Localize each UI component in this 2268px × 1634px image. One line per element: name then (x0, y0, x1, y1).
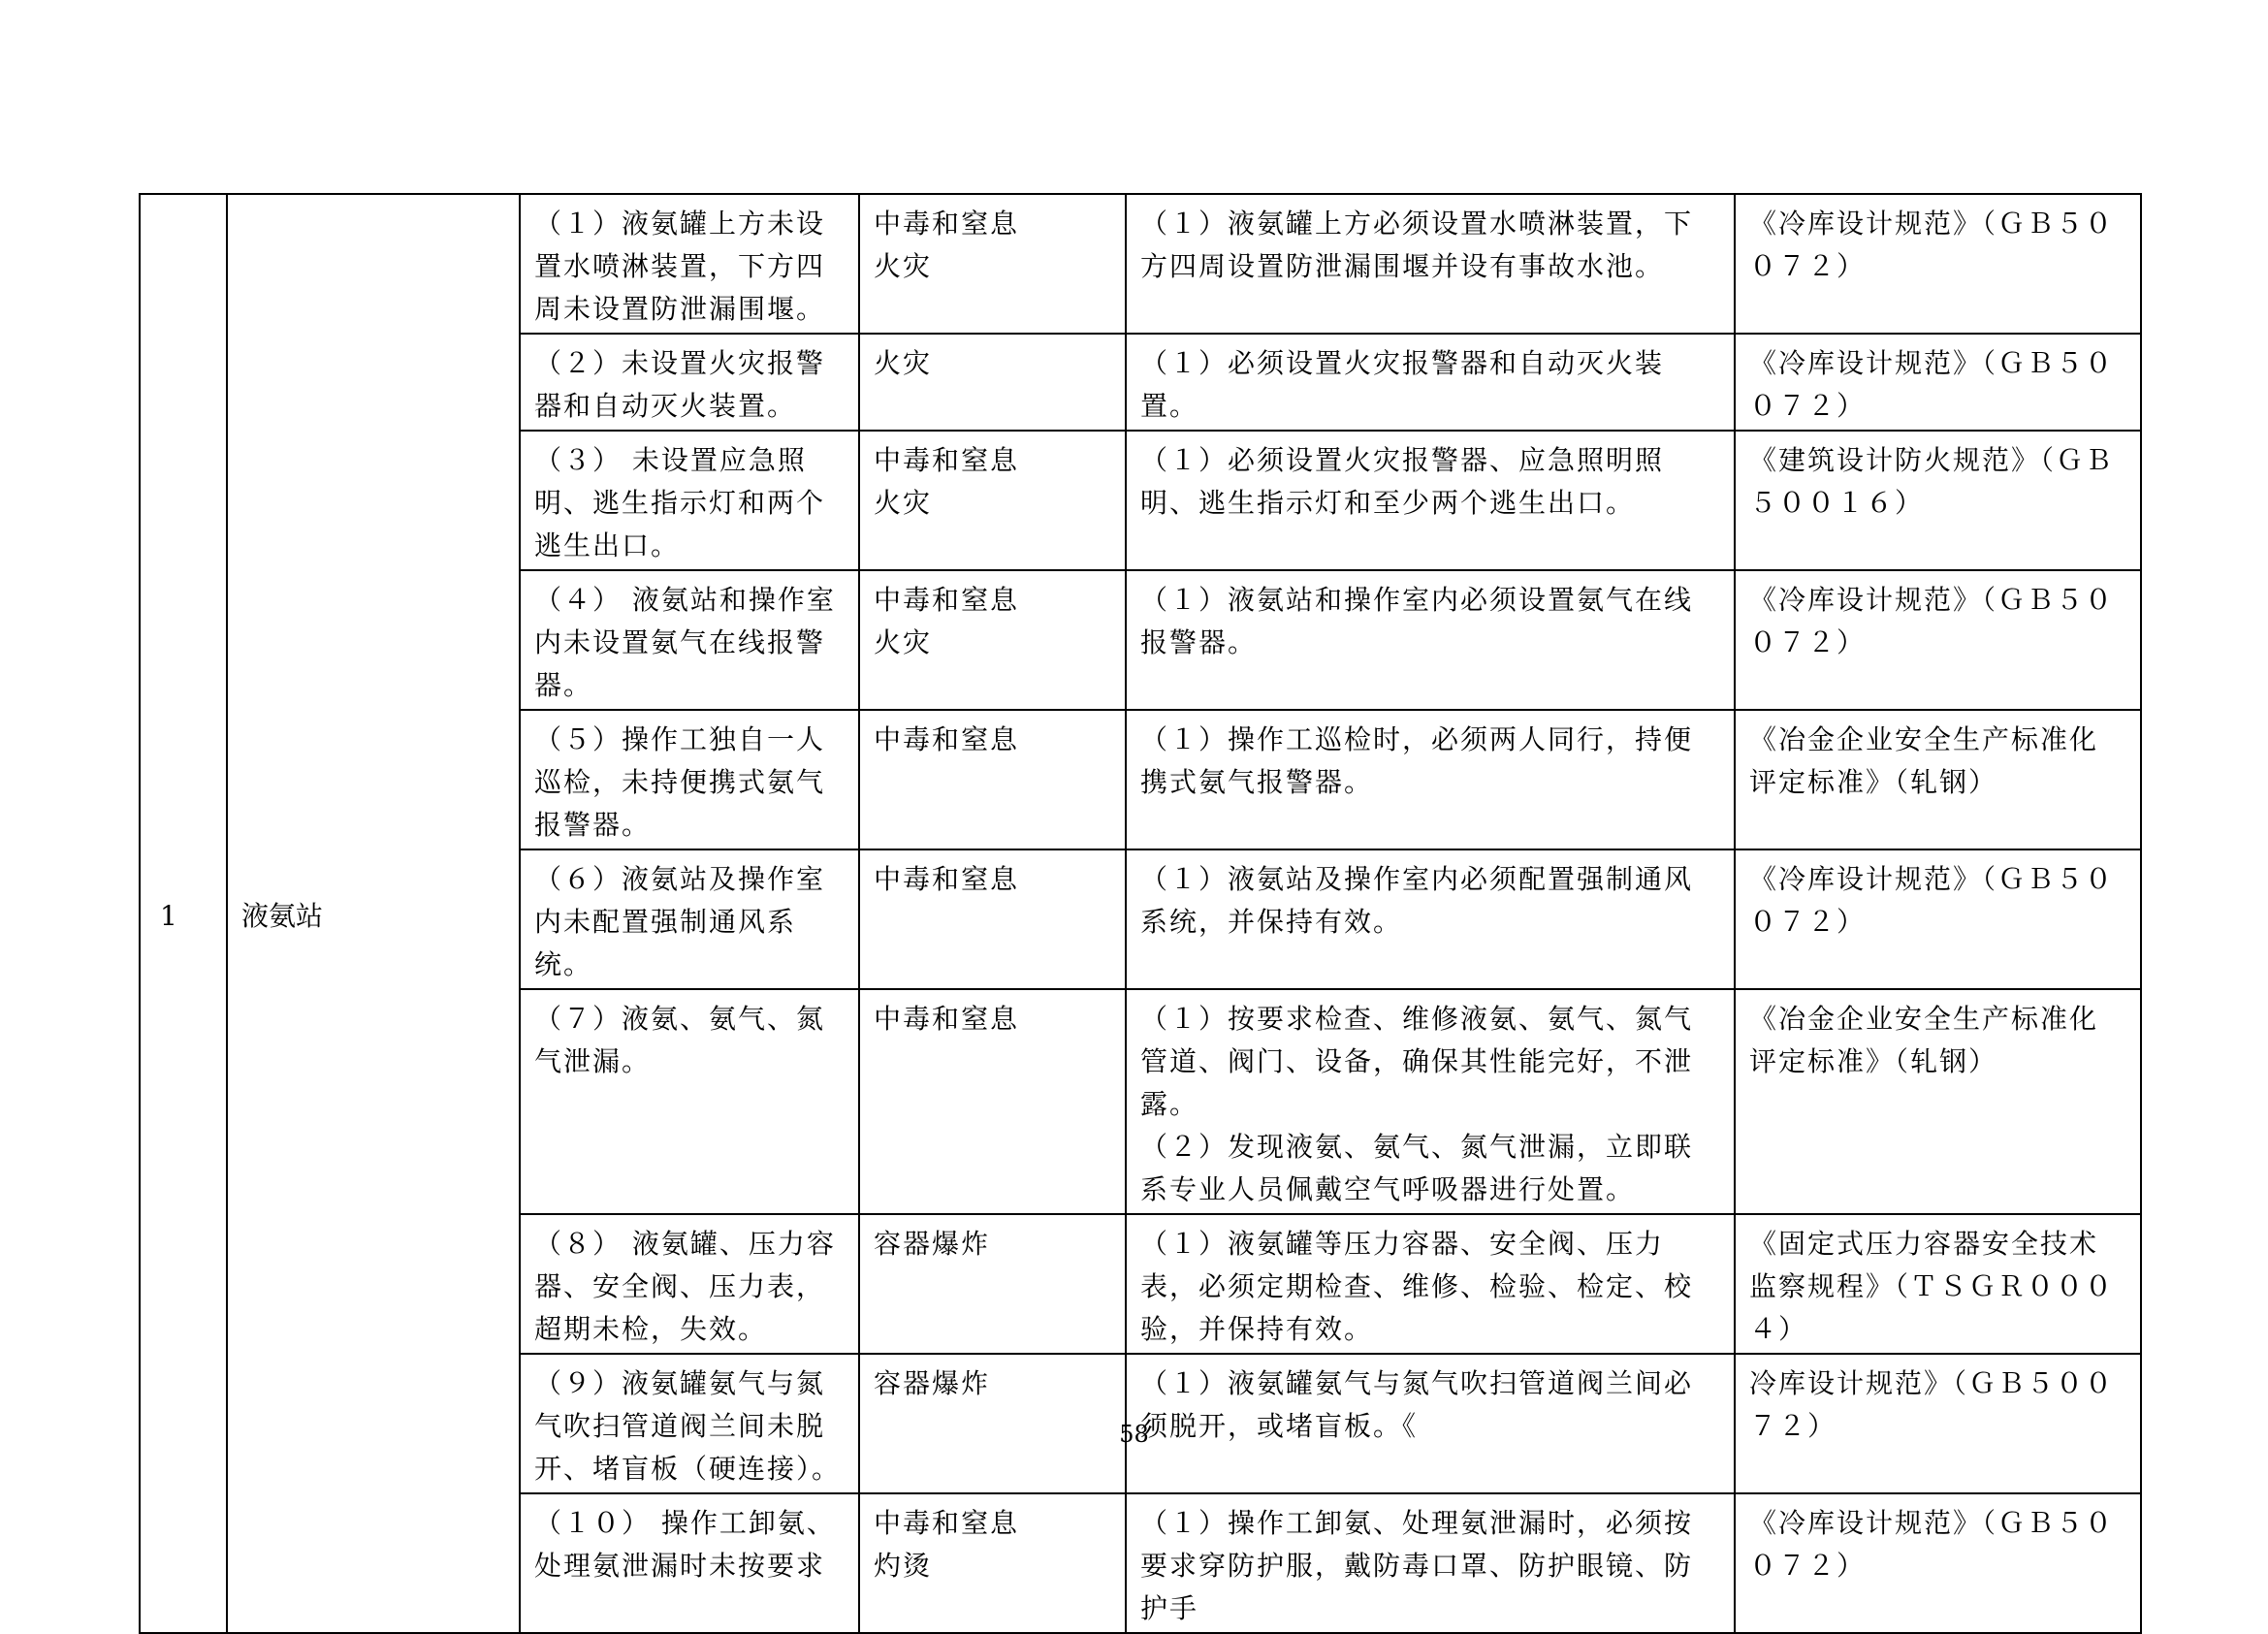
group-name-cell: 液氨站 (227, 194, 520, 1633)
consequence-cell (859, 710, 1126, 849)
hazard-cell: （５）操作工独自一人巡检，未持便携式氨气报警器。 (520, 710, 859, 849)
measures-cell (1126, 1493, 1735, 1633)
consequence-text: 火灾 (874, 347, 933, 379)
measures-text: （１）液氨罐氨气与氮气吹扫管道阀兰间必须脱开，或堵盲板。《 (1140, 1367, 1694, 1442)
measures-text: （１）必须设置火灾报警器和自动灭火装置。 (1140, 347, 1665, 422)
consequence-cell (859, 334, 1126, 431)
page-number: 58 (1119, 1421, 1149, 1448)
measures-cell (1126, 989, 1735, 1214)
basis-cell: 冷库设计规范》（ＧＢ５００７２） (1735, 1354, 2141, 1493)
measures-text: （１）液氨罐等压力容器、安全阀、压力表，必须定期检查、维修、检验、检定、校验，并保持有效。 (1140, 1228, 1694, 1345)
measures-text: （１）操作工巡检时，必须两人同行，持便携式氨气报警器。 (1140, 723, 1694, 798)
measures-cell (1126, 849, 1735, 989)
hazard-cell: （４） 液氨站和操作室内未设置氨气在线报警器。 (520, 570, 859, 710)
table-row (140, 194, 2141, 334)
measures-cell (1126, 1214, 1735, 1354)
measures-cell (1126, 194, 1735, 334)
consequence-text: 中毒和窒息 (874, 723, 1020, 755)
consequence-text: 中毒和窒息 火灾 (874, 584, 1020, 658)
measures-cell (1126, 710, 1735, 849)
basis-cell: 《冷库设计规范》（ＧＢ５００７２） (1735, 849, 2141, 989)
consequence-cell (859, 849, 1126, 989)
basis-cell: 《冷库设计规范》（ＧＢ５００７２） (1735, 194, 2141, 334)
consequence-text: 中毒和窒息 火灾 (874, 208, 1020, 282)
measures-text: （１）按要求检查、维修液氨、氨气、氮气管道、阀门、设备，确保其性能完好，不泄露。 （２）发现液氨、氨气、氮气泄漏，立即联系专业人员佩戴空气呼吸器进行处置。 (1140, 1003, 1694, 1205)
measures-cell (1126, 431, 1735, 570)
consequence-text: 中毒和窒息 (874, 863, 1020, 895)
hazard-table (139, 193, 2142, 1634)
measures-text: （１）必须设置火灾报警器、应急照明照明、逃生指示灯和至少两个逃生出口。 (1140, 444, 1665, 519)
measures-cell (1126, 570, 1735, 710)
consequence-text: 容器爆炸 (874, 1228, 991, 1260)
consequence-cell (859, 570, 1126, 710)
basis-cell: 《冶金企业安全生产标准化评定标准》（轧钢） (1735, 989, 2141, 1214)
basis-cell: 《冶金企业安全生产标准化评定标准》（轧钢） (1735, 710, 2141, 849)
consequence-text: 中毒和窒息 (874, 1003, 1020, 1035)
hazard-cell: （３） 未设置应急照明、逃生指示灯和两个逃生出口。 (520, 431, 859, 570)
basis-cell: 《冷库设计规范》（ＧＢ５００７２） (1735, 1493, 2141, 1633)
measures-text: （１）液氨罐上方必须设置水喷淋装置，下方四周设置防泄漏围堰并设有事故水池。 (1140, 208, 1694, 282)
basis-cell: 《固定式压力容器安全技术监察规程》（ＴＳＧＲ０００４） (1735, 1214, 2141, 1354)
basis-cell: 《冷库设计规范》（ＧＢ５００７２） (1735, 570, 2141, 710)
consequence-cell (859, 431, 1126, 570)
consequence-cell (859, 1214, 1126, 1354)
measures-cell (1126, 334, 1735, 431)
measures-text: （１）液氨站及操作室内必须配置强制通风系统，并保持有效。 (1140, 863, 1694, 938)
measures-text: （１）液氨站和操作室内必须设置氨气在线报警器。 (1140, 584, 1694, 658)
hazard-cell: （２）未设置火灾报警器和自动灭火装置。 (520, 334, 859, 431)
hazard-cell: （７）液氨、氨气、氮气泄漏。 (520, 989, 859, 1214)
hazard-cell: （１０） 操作工卸氨、处理氨泄漏时未按要求 (520, 1493, 859, 1633)
group-number-cell: 1 (140, 194, 227, 1633)
hazard-cell: （１）液氨罐上方未设置水喷淋装置，下方四周未设置防泄漏围堰。 (520, 194, 859, 334)
consequence-text: 中毒和窒息 火灾 (874, 444, 1020, 519)
consequence-cell (859, 194, 1126, 334)
hazard-cell: （６）液氨站及操作室内未配置强制通风系统。 (520, 849, 859, 989)
basis-cell: 《冷库设计规范》（ＧＢ５００７２） (1735, 334, 2141, 431)
consequence-cell (859, 989, 1126, 1214)
measures-text: （１）操作工卸氨、处理氨泄漏时，必须按要求穿防护服，戴防毒口罩、防护眼镜、防护手 (1140, 1507, 1694, 1624)
consequence-cell (859, 1493, 1126, 1633)
hazard-cell: （９）液氨罐氨气与氮气吹扫管道阀兰间未脱开、堵盲板（硬连接）。 (520, 1354, 859, 1493)
basis-cell: 《建筑设计防火规范》（ＧＢ５００１６） (1735, 431, 2141, 570)
hazard-cell: （８） 液氨罐、压力容器、安全阀、压力表，超期未检，失效。 (520, 1214, 859, 1354)
consequence-text: 容器爆炸 (874, 1367, 991, 1399)
consequence-text: 中毒和窒息 灼烫 (874, 1507, 1020, 1582)
